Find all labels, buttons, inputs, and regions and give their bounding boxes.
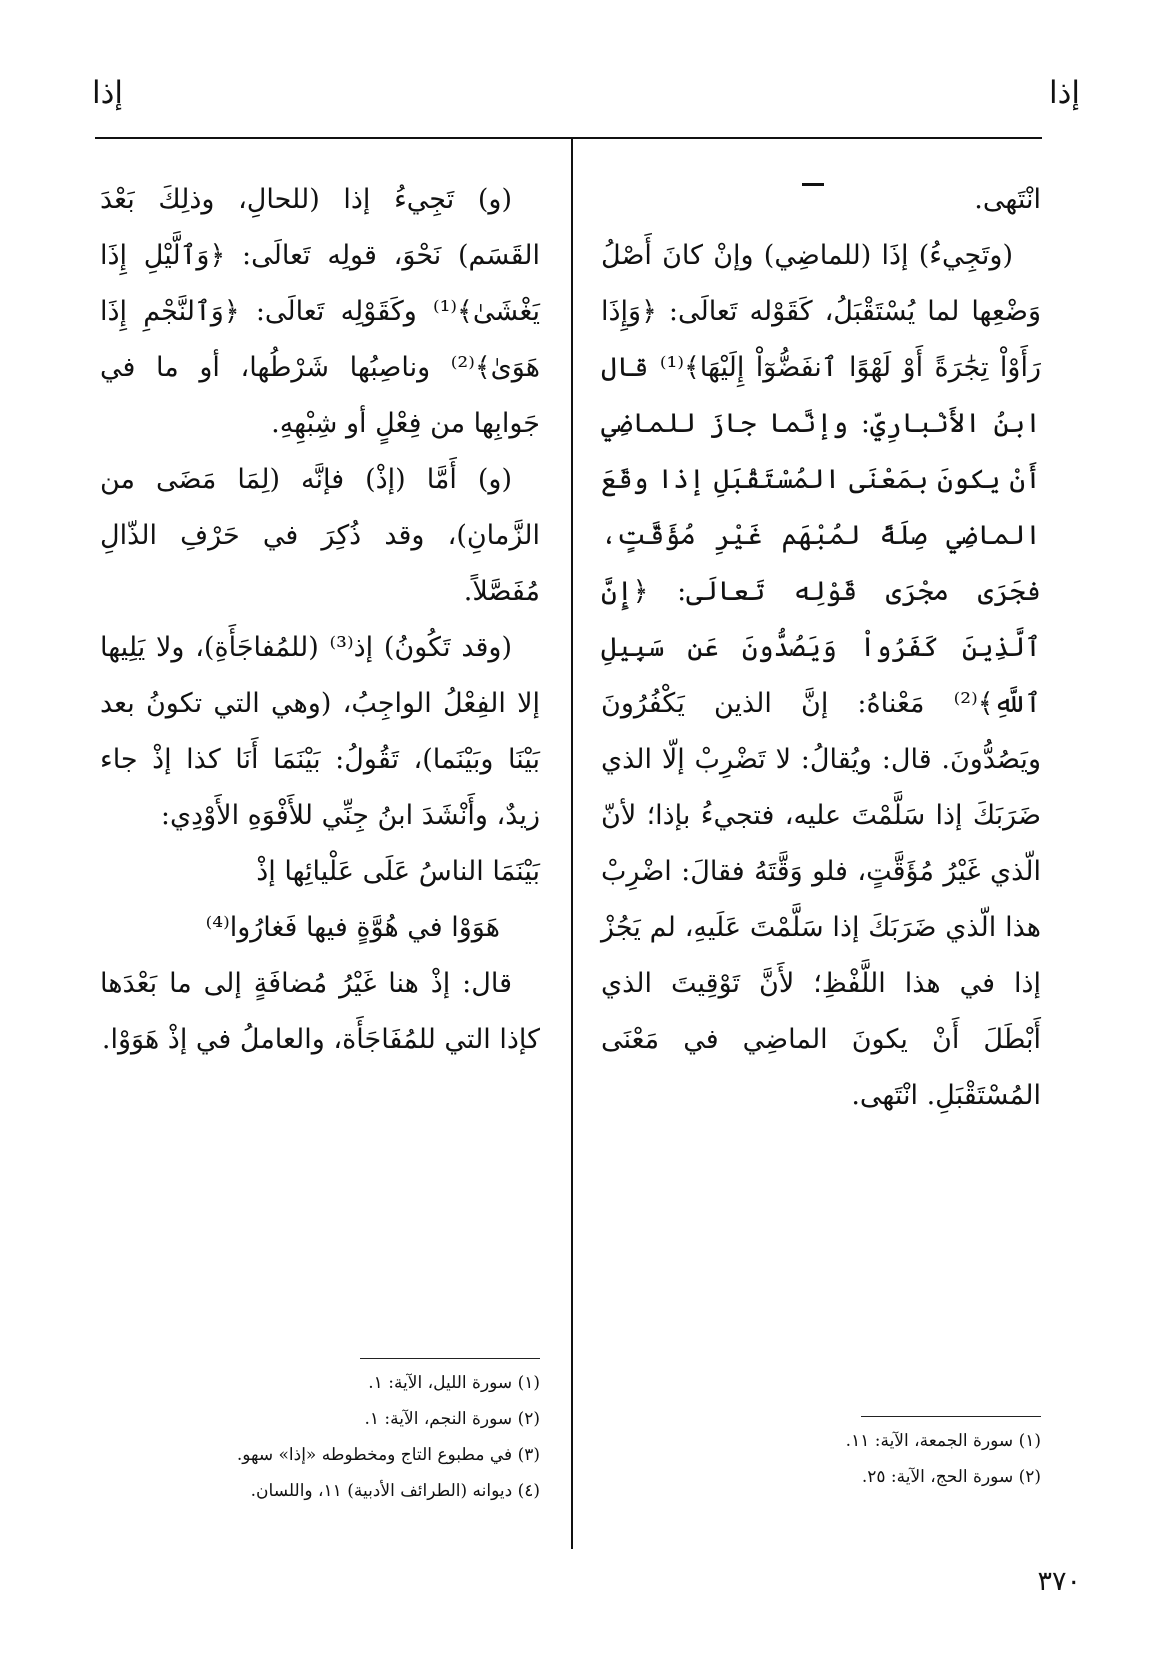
header-rule	[95, 137, 1042, 139]
running-header-left: إذا	[92, 75, 124, 111]
verse-line-1: بَيْنَمَا الناسُ عَلَى عَلْيائِها إذْ	[256, 856, 540, 887]
right-paragraph-1: انْتَهى.	[974, 184, 1041, 215]
left-paragraph-2: (و) أَمَّا (إذْ) فإنَّه (لِمَا مَضَى من الزَّمانِ)، وقد ذُكِرَ في حَرْفِ الذّالِ مُفَصَّلاً.	[100, 464, 540, 607]
left-paragraph-3: (وقد تَكُونُ) إذ⁽³⁾ (للمُفاجَأَةِ)، ولا يَلِيها إلا الفِعْلُ الواجِبُ، (وهي التي تكونُ بعد بَيْنَا وبَيْنَما)، تَقُولُ: بَيْنَمَا أَنَا كذا إذْ جاء زيدٌ، وأَنْشَدَ ابنُ جِنِّي للأَفْوَهِ الأَوْدِي:	[100, 632, 540, 831]
footnote-item: (١) سورة الجمعة، الآية: ١١.	[845, 1431, 1041, 1451]
right-footnotes	[601, 1416, 1041, 1495]
footnote-item: (٢) سورة الحج، الآية: ٢٥.	[861, 1467, 1041, 1487]
column-divider	[571, 137, 573, 1549]
right-paragraph-2: (وتَجِيءُ) إذَا (للماضِي) وإنْ كانَ أَصْلُ وَضْعِها لما يُسْتَقْبَلُ، كَقَوْله تَعالَى: ﴿وَإِذَا رَأَوْاْ تِجَٰرَةً أَوْ لَهْوًا ٱنفَضُّوٓاْ إِلَيْهَا﴾⁽¹⁾ قال ابنُ الأَنْبارِيِّ: وإنَّما جازَ للماضِي أَنْ يكونَ بمَعْنَى المُسْتَقْبَلِ إذا وقَعَ الماضِي صِلَةً لمُبْهَم غَيْرِ مُؤَقَّتٍ، فجَرَى مجْرَى قَوْلِه تَعالَى: ﴿إِنَّ ٱلَّذِينَ كَفَرُواْ وَيَصُدُّونَ عَن سَبِيلِ ٱللَّهِ﴾⁽²⁾ مَعْناهُ: إنَّ الذين يَكْفُرُونَ ويَصُدُّونَ. قال: ويُقالُ: لا تَضْرِبْ إلّا الذي ضَرَبَكَ إذا سَلَّمْتَ عليه، فتجيءُ بإذا؛ لأنّ الّذي غَيْرُ مُؤَقَّتٍ، فلو وَقَّتَهُ فقالَ: اضْرِبْ هذا الّذي ضَرَبَكَ إذا سَلَّمْتَ عَلَيهِ، لم يَجُزْ إذا في هذا اللَّفْظِ؛ لأَنَّ تَوْقِيتَ الذي أَبْطَلَ أَنْ يكونَ الماضِي في مَعْنَى المُسْتَقْبَلِ. انْتَهى.	[601, 240, 1041, 1111]
left-paragraph-1: (و) تَجِيءُ إذا (للحالِ، وذلِكَ بَعْدَ القَسَم) نَحْوَ، قولِه تَعالَى: ﴿وَٱلَّيْلِ إِذَا يَغْشَىٰ﴾⁽¹⁾ وكَقَوْلِه تَعالَى: ﴿وَٱلنَّجْمِ إِذَا هَوَىٰ﴾⁽²⁾ وناصِبُها شَرْطُها، أو ما في جَوابِها من فِعْلٍ أو شِبْهِهِ.	[100, 184, 540, 439]
footnote-rule	[360, 1358, 540, 1359]
left-paragraph-4: قال: إذْ هنا غَيْرُ مُضافَةٍ إلى ما بَعْدَها كإذا التي للمُفَاجَأَة، والعاملُ في إذْ هَوَوْا.	[100, 968, 540, 1055]
footnote-item: (٢) سورة النجم، الآية: ١.	[364, 1409, 540, 1429]
page-number: ٣٧٠	[1037, 1566, 1081, 1597]
left-column	[100, 172, 540, 1068]
verse-line-2: هَوَوْا في هُوَّةٍ فيها فَغارُوا⁽⁴⁾	[205, 912, 500, 943]
footnote-item: (٣) في مطبوع التاج ومخطوطه «إذا» سهو.	[236, 1445, 540, 1465]
right-column	[601, 172, 1041, 1124]
footnote-item: (٤) ديوانه (الطرائف الأدبية) ١١، واللسان.	[250, 1481, 540, 1501]
left-footnotes	[100, 1358, 540, 1509]
footnote-item: (١) سورة الليل، الآية: ١.	[368, 1373, 540, 1393]
running-header-right: إذا	[1048, 75, 1080, 111]
footnote-rule	[861, 1416, 1041, 1417]
